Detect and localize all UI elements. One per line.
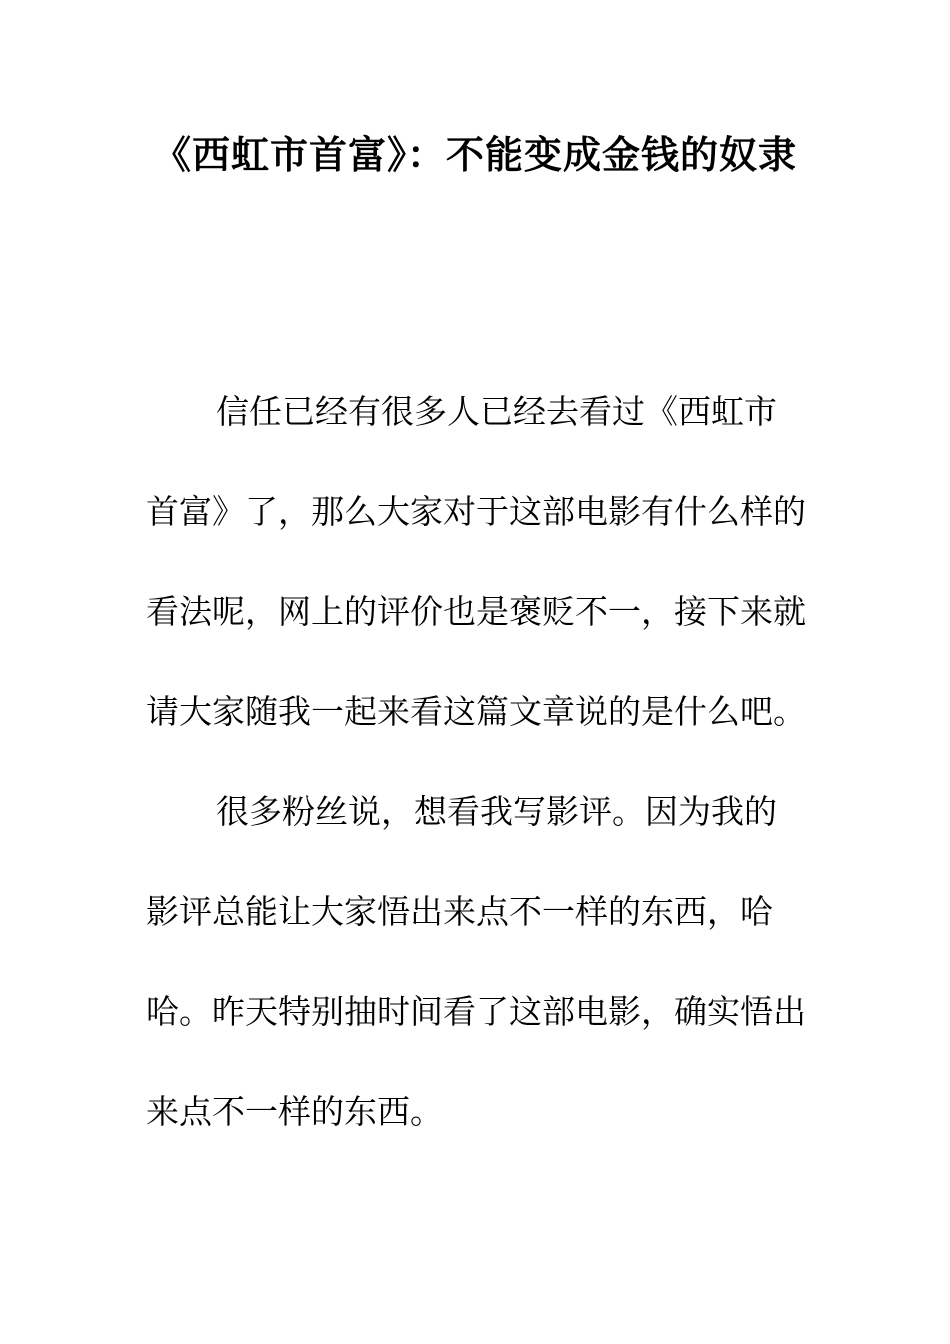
paragraph-1: 信任已经有很多人已经去看过《西虹市首富》了，那么大家对于这部电影有什么样的看法呢，网上的评价也是褒贬不一，接下来就请大家随我一起来看这篇文章说的是什么吧。 bbox=[146, 392, 806, 731]
paragraph-2: 很多粉丝说，想看我写影评。因为我的影评总能让大家悟出来点不一样的东西，哈哈。昨天特别抽时间看了这部电影，确实悟出来点不一样的东西。 bbox=[146, 792, 806, 1131]
document-body bbox=[146, 362, 806, 1162]
document-title: 《西虹市首富》：不能变成金钱的奴隶 bbox=[152, 132, 797, 177]
